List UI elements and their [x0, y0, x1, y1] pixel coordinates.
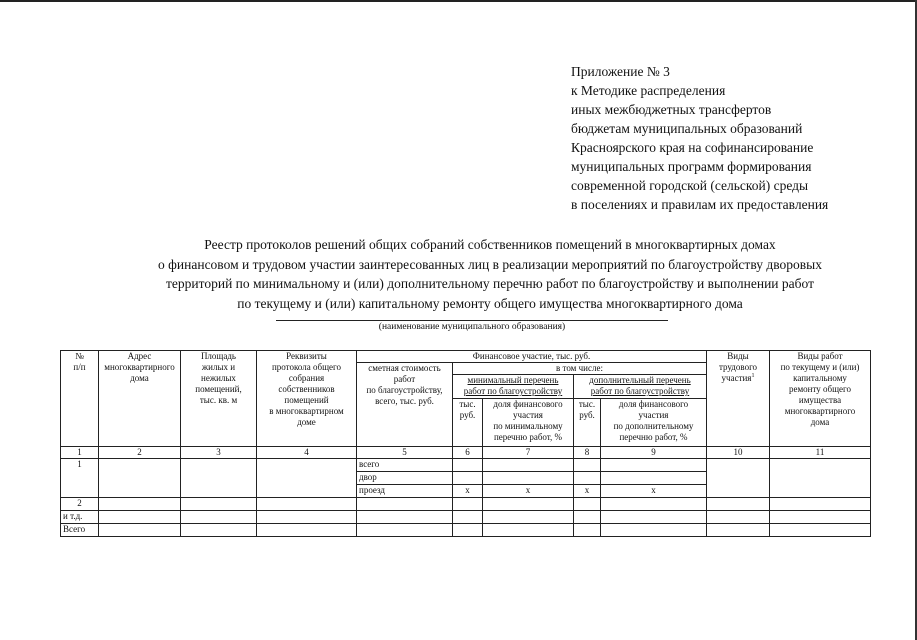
x-mark: х: [453, 485, 483, 498]
cell: [483, 511, 574, 524]
cell: [357, 498, 453, 511]
cell: [707, 511, 770, 524]
col-number: 2: [99, 447, 181, 459]
cell: [601, 524, 707, 537]
cell: [574, 472, 601, 485]
cell-address: [99, 459, 181, 498]
page-top-border: [0, 0, 917, 2]
document-title: [40, 235, 917, 313]
header-repairs: Виды работ по текущему и (или) капитальному ремонту общего имущества многоквартирного дома: [770, 351, 871, 447]
col-number: 8: [574, 447, 601, 459]
title-line: по текущему и (или) капитальному ремонту общего имущества многоквартирного дома: [237, 295, 743, 311]
cell: [257, 511, 357, 524]
col-number: 10: [707, 447, 770, 459]
header-finance: Финансовое участие, тыс. руб.: [357, 351, 707, 363]
cell: [257, 498, 357, 511]
header-num: № п/п: [61, 351, 99, 447]
cell-repairs: [770, 459, 871, 498]
total-label: Всего: [61, 524, 99, 537]
col-number: 9: [601, 447, 707, 459]
appendix-line: Приложение № 3: [571, 64, 670, 79]
appendix-line: современной городской (сельской) среды: [571, 178, 809, 193]
title-line: о финансовом и трудовом участии заинтересованных лиц в реализации мероприятий по благоустройству дворовых: [158, 256, 822, 272]
header-estimate: сметная стоимость работ по благоустройству, всего, тыс. руб.: [357, 363, 453, 447]
col-number: 5: [357, 447, 453, 459]
cell: [601, 459, 707, 472]
cell: [707, 524, 770, 537]
header-address: Адрес многоквартирного дома: [99, 351, 181, 447]
sub-label-yard: двор: [357, 472, 453, 485]
cell: [99, 511, 181, 524]
x-mark: х: [574, 485, 601, 498]
header-area: Площадь жилых и нежилых помещений, тыс. кв. м: [181, 351, 257, 447]
col-number: 6: [453, 447, 483, 459]
cell: [601, 498, 707, 511]
cell: [707, 498, 770, 511]
appendix-block: [571, 62, 828, 214]
cell: [574, 498, 601, 511]
cell-area: [181, 459, 257, 498]
cell: [453, 511, 483, 524]
header-add-list: дополнительный перечень работ по благоустройству: [574, 375, 707, 399]
cell: [770, 498, 871, 511]
cell-labor: [707, 459, 770, 498]
cell: [483, 459, 574, 472]
cell: [483, 498, 574, 511]
appendix-line: муниципальных программ формирования: [571, 159, 812, 174]
cell: [453, 498, 483, 511]
cell: [181, 511, 257, 524]
cell: [99, 524, 181, 537]
cell-protocol: [257, 459, 357, 498]
cell: [770, 511, 871, 524]
table-row: [61, 459, 871, 472]
header-add-share: доля финансового участия по дополнительному перечню работ, %: [601, 399, 707, 447]
sub-label-driveway: проезд: [357, 485, 453, 498]
table-row: [61, 511, 871, 524]
cell: [601, 511, 707, 524]
title-line: Реестр протоколов решений общих собраний собственников помещений в многоквартирных домах: [204, 237, 776, 252]
header-protocol: Реквизиты протокола общего собрания собственников помещений в многоквартирном доме: [257, 351, 357, 447]
row-number: 1: [61, 459, 99, 498]
header-labor: Виды трудового участия$^1$: [707, 351, 770, 447]
municipality-caption: (наименование муниципального образования): [378, 322, 566, 332]
col-number: 3: [181, 447, 257, 459]
registry-table: [60, 350, 871, 537]
col-number: 11: [770, 447, 871, 459]
row-number: 2: [61, 498, 99, 511]
row-number: и т.д.: [61, 511, 99, 524]
cell: [453, 472, 483, 485]
header-min-list: минимальный перечень работ по благоустройству: [453, 375, 574, 399]
cell: [181, 524, 257, 537]
col-number: 4: [257, 447, 357, 459]
municipality-line: [276, 320, 668, 321]
cell: [601, 472, 707, 485]
x-mark: х: [483, 485, 574, 498]
header-min-share: доля финансового участия по минимальному перечню работ, %: [483, 399, 574, 447]
appendix-line: иных межбюджетных трансфертов: [571, 102, 772, 117]
table-row: [61, 498, 871, 511]
cell: [99, 498, 181, 511]
appendix-line: Красноярского края на софинансирование: [571, 140, 814, 155]
cell: [770, 524, 871, 537]
cell: [574, 459, 601, 472]
x-mark: х: [601, 485, 707, 498]
appendix-line: к Методике распределения: [571, 83, 726, 98]
cell: [357, 524, 453, 537]
footnote-mark: 1: [751, 373, 755, 379]
cell: [357, 511, 453, 524]
header-min-rub: тыс. руб.: [453, 399, 483, 447]
header-including: в том числе:: [453, 363, 707, 375]
appendix-line: в поселениях и правилам их предоставления: [571, 197, 829, 212]
cell: [483, 524, 574, 537]
header-add-rub: тыс. руб.: [574, 399, 601, 447]
cell: [453, 524, 483, 537]
cell: [574, 511, 601, 524]
cell: [574, 524, 601, 537]
cell: [257, 524, 357, 537]
sub-label-total: всего: [357, 459, 453, 472]
table-row: [61, 524, 871, 537]
cell: [181, 498, 257, 511]
col-number: 7: [483, 447, 574, 459]
cell: [453, 459, 483, 472]
cell: [483, 472, 574, 485]
col-number: 1: [61, 447, 99, 459]
column-numbers-row: [61, 447, 871, 459]
title-line: территорий по минимальному и (или) дополнительному перечню работ по благоустройству и выполнении работ: [166, 276, 814, 291]
appendix-line: бюджетам муниципальных образований: [571, 121, 803, 136]
